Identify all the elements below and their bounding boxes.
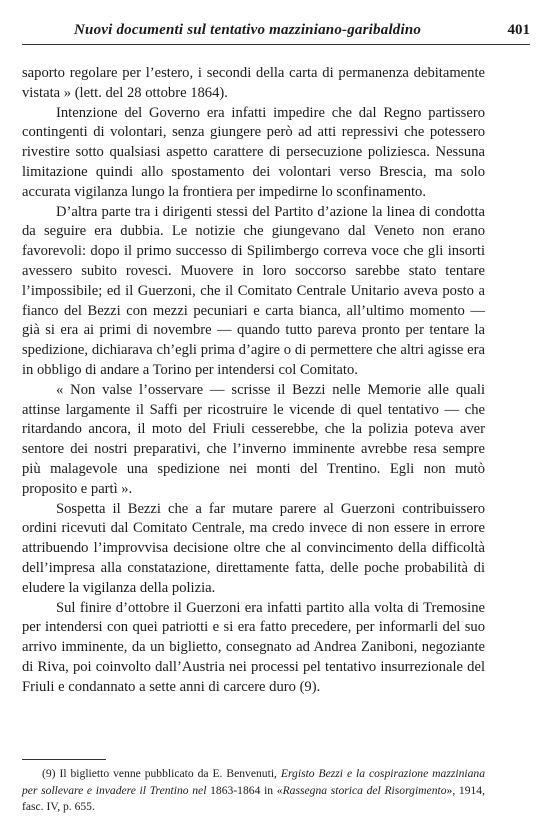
paragraph: D’altra parte tra i dirigenti stessi del Partito d’azione la linea di condotta da seguire era dubbia. Le notizie che giungevano dal Veneto non erano favorevoli: dopo il primo successo di Spilimbergo correva voce che gli insorti avessero subito rovesci. Muovere in loro soccorso sarebbe stato tentare l’impossibile; ed il Guerzoni, che il Comitato Centrale Unitario aveva posto a fianco del Bezzi con mezzi pecuniari e carta bianca, all’ultimo momento — già si era ai primi di novembre — quando tutto pareva pronto per tentare la spedizione, dichiarava ch’egli prima d’agire o di permettere che altri agisse era in obbligo di andare a Torino per intendersi col Comitato. xyxy=(22,203,485,378)
paragraph-continuation: saporto regolare per l’estero, i secondi della carta di permanenza debitamente vistata » (lett. del 28 ottobre 1864). xyxy=(22,65,485,101)
page-number: 401 xyxy=(507,22,530,38)
footnote-number: (9) xyxy=(42,767,56,780)
footnote-text-part: Il biglietto venne pubblicato da E. Benvenuti, xyxy=(59,767,277,780)
footnote-journal: Rassegna storica del Risorgimento xyxy=(282,783,447,797)
running-head xyxy=(22,22,530,45)
footnote-text xyxy=(22,766,485,816)
paragraph: Sul finire d’ottobre il Guerzoni era infatti partito alla volta di Tremosine per intendersi con quei patriotti e si era fatto precedere, per informarli del suo arrivo imminente, da un biglietto, consegnato ad Andrea Zaniboni, negoziante di Riva, poi coinvolto dall’Austria nei processi pel tentativo insurrezionale del Friuli e condannato a sette anni di carcere duro (9). xyxy=(22,599,485,695)
footnote-text-part: », 1914, fasc. IV, p. 655. xyxy=(22,783,486,813)
running-title: Nuovi documenti sul tentativo mazziniano-garibaldino xyxy=(74,22,422,38)
footnote-divider xyxy=(22,759,106,760)
paragraph-quotation: « Non valse l’osservare — scrisse il Bezzi nelle Memorie alle quali attinse largamente il Saffi per ricostruire le vicende di quel tentativo — che ritardando ancora, il moto del Friuli cesserebbe, che la polizia poteva aver sentore dei nostri preparativi, che l’inverno imminente avrebbe resa sempre più malagevole una spedizione nei monti del Trentino. Egli non mutò proposito e partì ». xyxy=(22,381,485,497)
body-text xyxy=(22,64,485,698)
footnote xyxy=(22,766,485,816)
paragraph: Intenzione del Governo era infatti impedire che dal Regno partissero contingenti di volontari, senza giungere però ad atti repressivi che potessero rivestire sotto qualsiasi aspetto carattere di persecuzione poliziesca. Nessuna limitazione quindi allo spostamento dei volontari verso Brescia, ma solo accurata vigilanza lungo la frontiera per impedirne lo sconfinamento. xyxy=(22,104,485,200)
paragraph: Sospetta il Bezzi che a far mutare parere al Guerzoni contribuissero ordini ricevuti dal Comitato Centrale, ma credo invece di non essere in errore attribuendo l’improvvisa decisione oltre che al convincimento della difficoltà dell’impresa alla constatazione, direttamente fatta, delle poche probabilità di eludere la vigilanza della polizia. xyxy=(22,500,485,596)
footnote-text-part: in « xyxy=(264,783,283,797)
footnote-title: Ergisto Bezzi e la cospirazione mazziniana per sollevare e invadere il Trentino nel xyxy=(22,767,486,797)
footnote-years: 1863-1864 xyxy=(210,783,261,797)
